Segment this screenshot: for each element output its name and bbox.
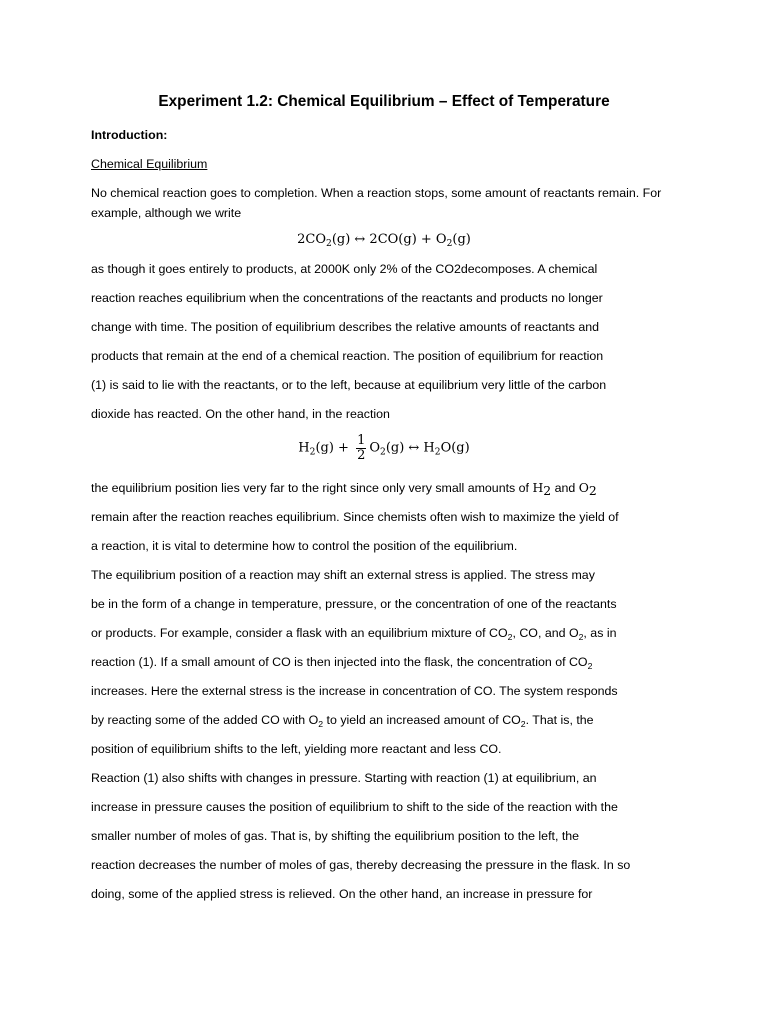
paragraph-line: example, although we write bbox=[91, 206, 242, 220]
paragraph-line: as though it goes entirely to products, at 2000K only 2% of the CO2decomposes. A chemical bbox=[91, 262, 598, 276]
document-title: Experiment 1.2: Chemical Equilibrium – Effect of Temperature bbox=[158, 93, 610, 110]
introduction-heading: Introduction: bbox=[91, 128, 168, 142]
paragraph-line: reaction decreases the number of moles of gas, thereby decreasing the pressure in the flask. In so bbox=[91, 858, 631, 872]
paragraph-line: products that remain at the end of a chemical reaction. The position of equilibrium for reaction bbox=[91, 349, 604, 363]
paragraph-line: doing, some of the applied stress is relieved. On the other hand, an increase in pressure for bbox=[91, 887, 593, 901]
paragraph-line: or products. For example, consider a flask with an equilibrium mixture of $CO_2$, CO, and $O_2$, as in bbox=[91, 626, 617, 642]
paragraph-line: reaction reaches equilibrium when the concentrations of the reactants and products no longer bbox=[91, 291, 603, 305]
paragraph-line: dioxide has reacted. On the other hand, in the reaction bbox=[91, 407, 390, 421]
paragraph-line: be in the form of a change in temperature, pressure, or the concentration of one of the reactants bbox=[91, 597, 617, 611]
paragraph-line: change with time. The position of equilibrium describes the relative amounts of reactants and bbox=[91, 320, 600, 334]
paragraph-line: the equilibrium position lies very far to the right since only very small amounts of $H_2$ and $O_2$ bbox=[91, 480, 597, 498]
fraction-one-half: $\frac{1}{2}$ bbox=[357, 433, 366, 463]
paragraph-line: by reacting some of the added CO with $O_2$ to yield an increased amount of $CO_2$. That is, the bbox=[91, 713, 594, 729]
paragraph-line: increase in pressure causes the position of equilibrium to shift to the side of the reaction with the bbox=[91, 800, 618, 814]
paragraph-line: reaction (1). If a small amount of CO is then injected into the flask, the concentration of $CO_2$ bbox=[91, 655, 593, 671]
equation-water-formation: $H_2(g)$ + $\frac{1}{2}$ $O_2(g)$ ↔ $H_2O(g)$ bbox=[298, 433, 470, 463]
paragraph-line: (1) is said to lie with the reactants, or to the left, because at equilibrium very little of the carbon bbox=[91, 378, 607, 392]
paragraph-line: increases. Here the external stress is the increase in concentration of CO. The system responds bbox=[91, 684, 618, 698]
paragraph-line: a reaction, it is vital to determine how to control the position of the equilibrium. bbox=[91, 539, 518, 553]
equation-co2-decomposition: $2CO_2(g)$ ↔ $2CO(g) + O_2(g)$ bbox=[297, 232, 471, 249]
section-heading-chemical-equilibrium: Chemical Equilibrium bbox=[91, 157, 208, 171]
paragraph-line: smaller number of moles of gas. That is, by shifting the equilibrium position to the left, the bbox=[91, 829, 580, 843]
paragraph-line: Reaction (1) also shifts with changes in pressure. Starting with reaction (1) at equilibrium, an bbox=[91, 771, 597, 785]
paragraph-line: The equilibrium position of a reaction may shift an external stress is applied. The stress may bbox=[91, 568, 595, 582]
paragraph-line: No chemical reaction goes to completion. When a reaction stops, some amount of reactants remain. For bbox=[91, 186, 662, 200]
paragraph-line: remain after the reaction reaches equilibrium. Since chemists often wish to maximize the yield of bbox=[91, 510, 619, 524]
paragraph-line: position of equilibrium shifts to the left, yielding more reactant and less CO. bbox=[91, 742, 502, 756]
